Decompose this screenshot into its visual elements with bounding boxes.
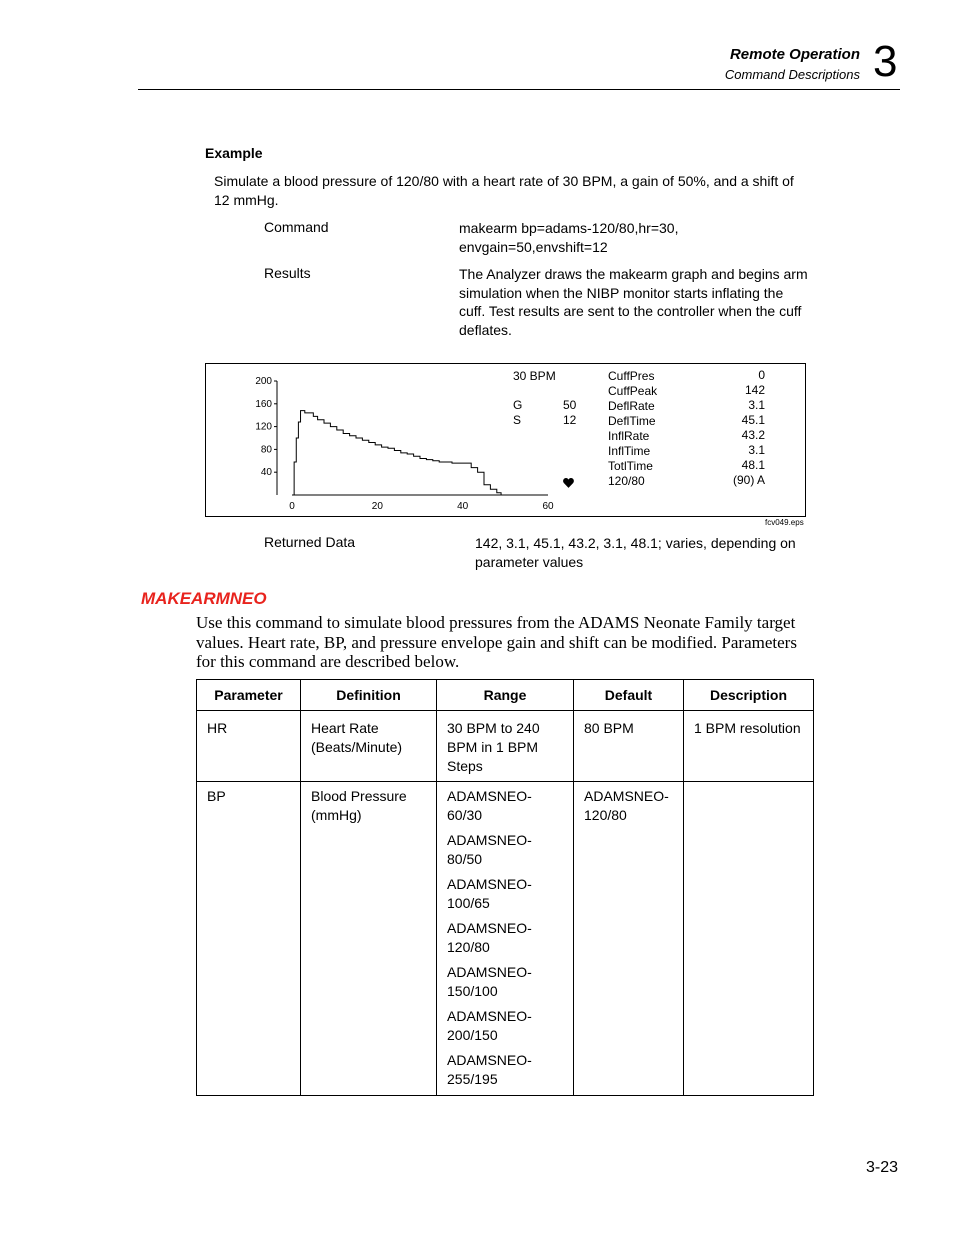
range-option: ADAMSNEO-120/80: [447, 920, 532, 955]
readout-value: 43.2: [741, 428, 765, 442]
figure-caption: fcv049.eps: [765, 518, 804, 527]
readout-name: CuffPeak: [608, 384, 658, 398]
header-parameter: Parameter: [197, 680, 301, 711]
cell-default: 80 BPM: [574, 711, 684, 782]
header-description: Description: [684, 680, 814, 711]
readout-value: 3.1: [748, 443, 765, 457]
table-header-row: [197, 680, 814, 711]
section-subtitle: Command Descriptions: [724, 67, 860, 82]
readout-value: 3.1: [748, 398, 765, 412]
header-rule: [138, 89, 900, 90]
y-axis: [255, 376, 277, 495]
table-row: [197, 782, 814, 1096]
y-tick-label: 200: [255, 376, 272, 387]
x-axis: [289, 495, 554, 512]
gain-value: 50: [563, 398, 577, 412]
readout-name: TotlTime: [608, 459, 653, 473]
cell-definition: Heart Rate (Beats/Minute): [301, 711, 437, 782]
cell-parameter: HR: [197, 711, 301, 782]
readout-name: DeflRate: [608, 399, 655, 413]
readout-name: DeflTime: [608, 414, 656, 428]
readout-value: 142: [744, 383, 765, 397]
y-tick-label: 120: [255, 421, 272, 433]
readout-name: InflTime: [608, 444, 651, 458]
header-definition: Definition: [301, 680, 437, 711]
readout-value: 0: [758, 368, 765, 382]
cell-description: 1 BPM resolution: [684, 711, 814, 782]
y-tick-label: 40: [260, 467, 272, 479]
cell-default: ADAMSNEO-120/80: [574, 782, 684, 1096]
readout-name: InflRate: [608, 429, 650, 443]
makearm-figure: [205, 363, 806, 517]
x-tick-label: 20: [371, 501, 383, 512]
chapter-number: 3: [873, 37, 898, 86]
makearm-chart: [206, 364, 805, 516]
header-default: Default: [574, 680, 684, 711]
shift-value: 12: [563, 413, 577, 427]
readout-value: (90) A: [732, 473, 765, 487]
range-option: ADAMSNEO-200/150: [447, 1008, 532, 1043]
range-option: ADAMSNEO-150/100: [447, 964, 532, 999]
makearmneo-description: Use this command to simulate blood pressures from the ADAMS Neonate Family target values. Heart rate, BP, and pressure envelope gain and shift can be modified. Parameters for this command are described below.: [196, 613, 797, 671]
cell-range-list: [437, 782, 574, 1096]
readout-value: 45.1: [741, 413, 765, 427]
range-option: ADAMSNEO-255/195: [447, 1052, 532, 1087]
readout-name: CuffPres: [608, 369, 655, 383]
x-tick-label: 40: [457, 501, 469, 512]
range-option: ADAMSNEO-80/50: [447, 832, 532, 867]
readout-value: 48.1: [741, 458, 765, 472]
range-option: ADAMSNEO-60/30: [447, 788, 532, 823]
range-option: ADAMSNEO-100/65: [447, 876, 532, 911]
parameter-table: [196, 679, 814, 1096]
page-number: 3-23: [866, 1159, 899, 1176]
returned-data-value: 142, 3.1, 45.1, 43.2, 3.1, 48.1; varies, depending on parameter values: [475, 535, 796, 570]
readout-name: 120/80: [608, 474, 645, 488]
x-tick-label: 0: [289, 501, 295, 512]
y-tick-label: 80: [260, 444, 272, 456]
cell-description: [684, 782, 814, 1096]
results-label: Results: [264, 265, 311, 281]
table-row: [197, 711, 814, 782]
cell-parameter: BP: [197, 782, 301, 1096]
readout-panel: [608, 368, 765, 488]
y-tick-label: 160: [255, 398, 272, 410]
shift-label: S: [513, 413, 522, 427]
section-title: Remote Operation: [729, 46, 860, 63]
cell-definition: Blood Pressure (mmHg): [301, 782, 437, 1096]
bpm-label: 30 BPM: [513, 369, 556, 383]
makearmneo-heading: MAKEARMNEO: [141, 589, 267, 608]
gain-label: G: [513, 398, 523, 412]
command-label: Command: [264, 219, 329, 235]
pressure-envelope-line: [292, 411, 501, 495]
x-tick-label: 60: [542, 501, 554, 512]
returned-data-label: Returned Data: [264, 534, 356, 550]
example-intro: Simulate a blood pressure of 120/80 with a heart rate of 30 BPM, a gain of 50%, and a shift of 12 mmHg.: [214, 173, 794, 208]
header-range: Range: [437, 680, 574, 711]
example-heading: Example: [205, 145, 263, 161]
heart-icon: [563, 478, 574, 488]
command-value: makearm bp=adams-120/80,hr=30, envgain=50,envshift=12: [459, 220, 679, 255]
results-value: The Analyzer draws the makearm graph and begins arm simulation when the NIBP monitor starts inflating the cuff. Test results are sent to the controller when the cuff deflates.: [459, 266, 808, 338]
cell-range: 30 BPM to 240 BPM in 1 BPM Steps: [437, 711, 574, 782]
